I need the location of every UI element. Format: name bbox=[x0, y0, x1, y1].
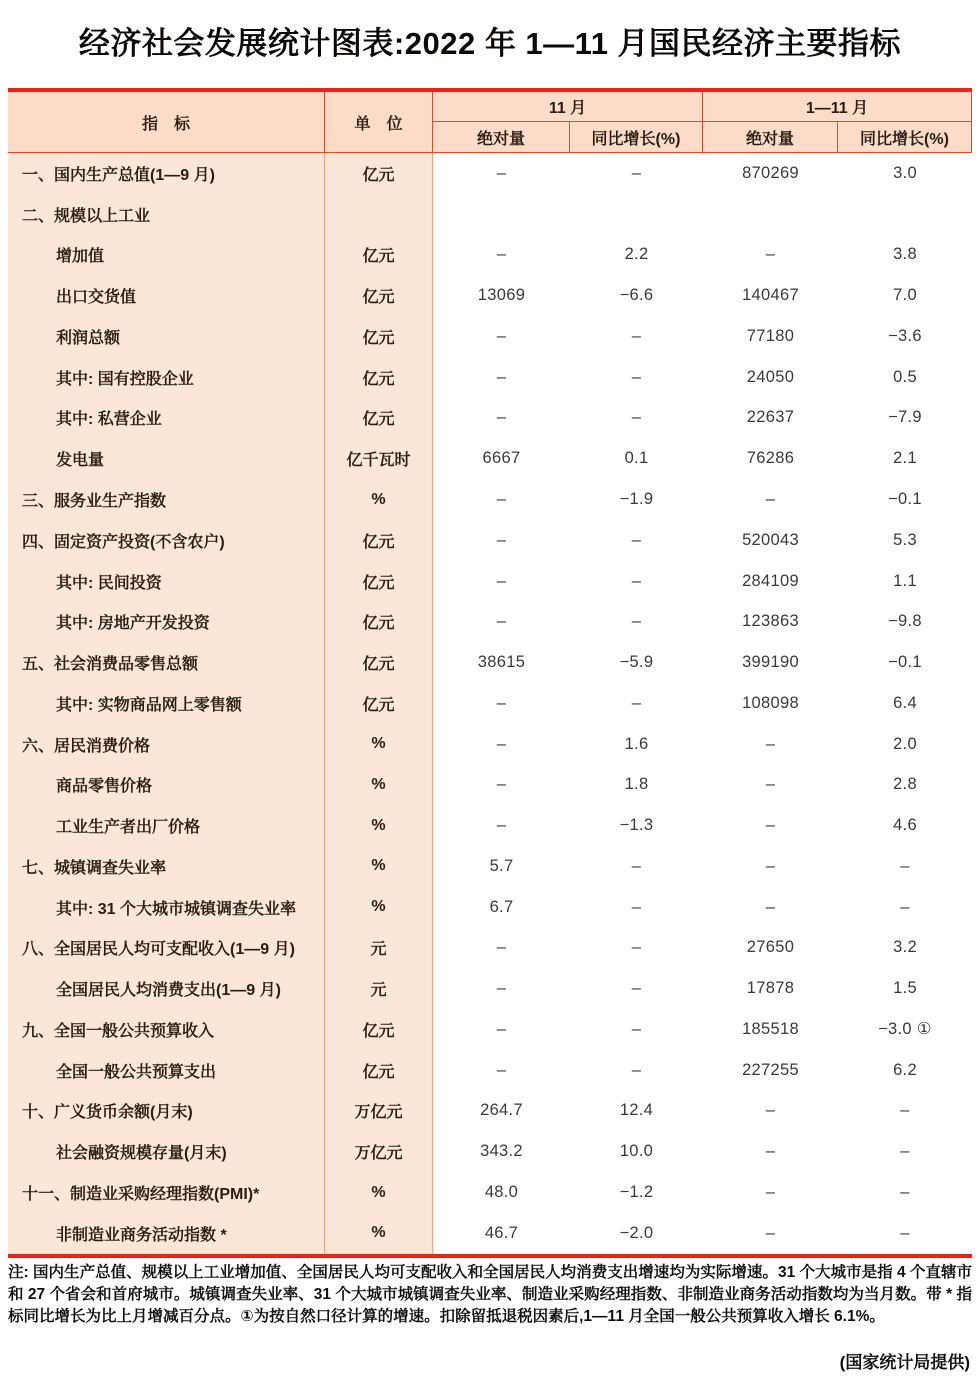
unit-cell: 元 bbox=[325, 928, 433, 969]
indicator-cell: 四、固定资产投资(不含农户) bbox=[8, 520, 325, 561]
table-header bbox=[8, 92, 972, 153]
header-november-yoy: 同比增长(%) bbox=[570, 122, 703, 152]
header-cumulative-group: 1—11 月 bbox=[703, 92, 972, 122]
indicator-cell: 发电量 bbox=[8, 438, 325, 479]
nov-yoy-cell: −5.9 bbox=[619, 653, 654, 672]
cum-abs-cell: 399190 bbox=[742, 653, 799, 672]
nov-abs-cell: – bbox=[496, 1060, 507, 1079]
indicator-cell: 五、社会消费品零售总额 bbox=[8, 642, 325, 683]
nov-yoy-cell: – bbox=[631, 979, 642, 998]
nov-abs-cell: – bbox=[496, 571, 507, 590]
cum-yoy-cell: 7.0 bbox=[893, 286, 917, 305]
unit-cell: 亿元 bbox=[325, 153, 433, 194]
indicator-cell: 其中: 国有控股企业 bbox=[8, 357, 325, 398]
cum-yoy-cell: 3.0 bbox=[893, 163, 917, 182]
nov-abs-cell: – bbox=[496, 530, 507, 549]
unit-cell: 万亿元 bbox=[325, 1091, 433, 1132]
cum-abs-cell: 520043 bbox=[742, 530, 799, 549]
nov-yoy-cell: – bbox=[631, 367, 642, 386]
cum-abs-cell: 123863 bbox=[742, 612, 799, 631]
cum-abs-cell: 870269 bbox=[742, 163, 799, 182]
nov-abs-cell: 343.2 bbox=[480, 1142, 523, 1161]
unit-cell: % bbox=[325, 1213, 433, 1254]
nov-abs-cell: – bbox=[496, 938, 507, 957]
unit-cell: % bbox=[325, 805, 433, 846]
unit-cell: 亿元 bbox=[325, 520, 433, 561]
header-cumulative-yoy: 同比增长(%) bbox=[838, 122, 972, 152]
cum-abs-cell bbox=[703, 194, 838, 235]
cum-abs-cell: 227255 bbox=[742, 1060, 799, 1079]
nov-abs-cell: – bbox=[496, 734, 507, 753]
indicators-table bbox=[8, 88, 972, 1258]
nov-yoy-cell: – bbox=[631, 1019, 642, 1038]
nov-yoy-cell: −1.9 bbox=[619, 490, 654, 508]
cum-yoy-cell: 6.4 bbox=[893, 693, 917, 712]
indicator-cell: 商品零售价格 bbox=[8, 764, 325, 805]
indicator-cell: 全国一般公共预算支出 bbox=[8, 1050, 325, 1091]
indicator-cell: 七、城镇调查失业率 bbox=[8, 846, 325, 887]
header-indicator: 指 标 bbox=[8, 92, 325, 152]
cum-abs-cell: – bbox=[765, 897, 776, 916]
cum-abs-cell: 22637 bbox=[746, 408, 795, 427]
nov-abs-cell: 48.0 bbox=[484, 1183, 519, 1202]
cum-abs-cell: – bbox=[765, 775, 776, 794]
header-unit: 单 位 bbox=[325, 92, 433, 152]
unit-cell: 亿元 bbox=[325, 561, 433, 602]
cum-yoy-cell: −7.9 bbox=[888, 408, 922, 427]
nov-yoy-cell: 1.6 bbox=[624, 734, 649, 753]
indicator-cell: 全国居民人均消费支出(1—9 月) bbox=[8, 968, 325, 1009]
unit-cell: 万亿元 bbox=[325, 1131, 433, 1172]
page-title: 经济社会发展统计图表:2022 年 1—11 月国民经济主要指标 bbox=[78, 26, 902, 61]
cum-abs-cell: 185518 bbox=[742, 1019, 799, 1038]
cum-yoy-cell: 1.1 bbox=[893, 571, 917, 590]
cum-yoy-cell: −9.8 bbox=[888, 612, 922, 631]
cum-yoy-cell bbox=[838, 194, 972, 235]
indicator-cell: 三、服务业生产指数 bbox=[8, 479, 325, 520]
cum-abs-cell: 76286 bbox=[746, 449, 795, 468]
cum-yoy-cell: 2.0 bbox=[893, 734, 917, 753]
cum-yoy-cell: – bbox=[900, 897, 910, 916]
cum-abs-cell: – bbox=[765, 490, 776, 508]
nov-abs-cell: – bbox=[496, 326, 507, 345]
cum-yoy-cell: 0.5 bbox=[893, 367, 917, 386]
cum-yoy-cell: 5.3 bbox=[893, 530, 917, 549]
unit-cell bbox=[325, 194, 433, 235]
nov-yoy-cell: 1.8 bbox=[624, 775, 649, 794]
unit-cell: % bbox=[325, 764, 433, 805]
unit-cell: 亿元 bbox=[325, 642, 433, 683]
cum-abs-cell: – bbox=[765, 245, 776, 264]
cum-yoy-cell: −3.0 ① bbox=[878, 1020, 932, 1039]
cum-yoy-cell: – bbox=[900, 1101, 910, 1120]
unit-cell: 亿元 bbox=[325, 1050, 433, 1091]
indicator-cell: 十、广义货币余额(月末) bbox=[8, 1091, 325, 1132]
unit-cell: 元 bbox=[325, 968, 433, 1009]
cum-abs-cell: 77180 bbox=[746, 326, 795, 345]
header-november-absolute: 绝对量 bbox=[433, 122, 570, 152]
nov-abs-cell: – bbox=[496, 693, 507, 712]
cum-abs-cell: – bbox=[765, 734, 776, 753]
cum-yoy-cell: −3.6 bbox=[888, 326, 922, 345]
nov-yoy-cell: – bbox=[631, 326, 642, 345]
cum-abs-cell: – bbox=[765, 1101, 776, 1120]
nov-yoy-cell: 2.2 bbox=[624, 245, 649, 264]
cum-abs-cell: 284109 bbox=[742, 571, 799, 590]
cum-abs-cell: 27650 bbox=[746, 938, 795, 957]
unit-cell: 亿千瓦时 bbox=[325, 438, 433, 479]
unit-cell: % bbox=[325, 887, 433, 928]
cum-abs-cell: – bbox=[765, 1223, 776, 1242]
unit-cell: 亿元 bbox=[325, 235, 433, 276]
nov-yoy-cell: −1.3 bbox=[619, 816, 654, 835]
nov-abs-cell: 264.7 bbox=[480, 1101, 523, 1120]
nov-abs-cell: – bbox=[496, 163, 507, 182]
indicator-cell: 工业生产者出厂价格 bbox=[8, 805, 325, 846]
indicator-cell: 其中: 实物商品网上零售额 bbox=[8, 683, 325, 724]
unit-cell: 亿元 bbox=[325, 357, 433, 398]
cum-yoy-cell: −0.1 bbox=[888, 653, 922, 672]
cum-yoy-cell: – bbox=[900, 856, 910, 875]
unit-cell: 亿元 bbox=[325, 275, 433, 316]
nov-yoy-cell: – bbox=[631, 1060, 642, 1079]
nov-abs-cell: – bbox=[496, 816, 507, 835]
cum-abs-cell: – bbox=[765, 1142, 776, 1161]
indicator-cell: 一、国内生产总值(1—9 月) bbox=[8, 153, 325, 194]
nov-yoy-cell: 12.4 bbox=[619, 1101, 654, 1120]
cum-abs-cell: 140467 bbox=[742, 286, 799, 305]
cum-yoy-cell: 2.8 bbox=[893, 775, 917, 794]
indicator-cell: 出口交货值 bbox=[8, 275, 325, 316]
nov-yoy-cell: −6.6 bbox=[619, 286, 654, 305]
nov-abs-cell: – bbox=[496, 1019, 507, 1038]
indicator-cell: 十一、制造业采购经理指数(PMI)* bbox=[8, 1172, 325, 1213]
nov-abs-cell: 46.7 bbox=[484, 1223, 519, 1242]
header-november-group: 11 月 bbox=[433, 92, 703, 122]
nov-yoy-cell: −2.0 bbox=[619, 1223, 654, 1242]
table-body bbox=[8, 153, 972, 1254]
cum-yoy-cell: 6.2 bbox=[893, 1060, 917, 1079]
nov-yoy-cell: – bbox=[631, 612, 642, 631]
cum-yoy-cell: 3.2 bbox=[893, 938, 917, 957]
nov-abs-cell: 6.7 bbox=[489, 897, 514, 916]
unit-cell: 亿元 bbox=[325, 316, 433, 357]
nov-yoy-cell: – bbox=[631, 163, 642, 182]
indicator-cell: 六、居民消费价格 bbox=[8, 724, 325, 765]
indicator-cell: 九、全国一般公共预算收入 bbox=[8, 1009, 325, 1050]
cum-abs-cell: 108098 bbox=[742, 693, 799, 712]
cum-yoy-cell: – bbox=[900, 1142, 910, 1161]
source-attribution: (国家统计局提供) bbox=[839, 1353, 970, 1372]
cum-yoy-cell: 3.8 bbox=[893, 245, 917, 264]
indicator-cell: 增加值 bbox=[8, 235, 325, 276]
nov-yoy-cell: – bbox=[631, 530, 642, 549]
nov-yoy-cell: 0.1 bbox=[624, 449, 649, 468]
nov-abs-cell: – bbox=[496, 775, 507, 794]
indicator-cell: 社会融资规模存量(月末) bbox=[8, 1131, 325, 1172]
nov-yoy-cell: – bbox=[631, 938, 642, 957]
nov-yoy-cell: – bbox=[631, 693, 642, 712]
nov-abs-cell: 13069 bbox=[477, 286, 526, 305]
cum-yoy-cell: – bbox=[900, 1223, 910, 1242]
nov-abs-cell: – bbox=[496, 367, 507, 386]
cum-abs-cell: – bbox=[765, 856, 776, 875]
footnote: 注: 国内生产总值、规模以上工业增加值、全国居民人均可支配收入和全国居民人均消费支出增速均为实际增速。31 个大城市是指 4 个直辖市和 27 个省会和首府城市。城镇调查失业率、31 个大城市城镇调查失业率、制造业采购经理指数、非制造业商务活动指数均为当月数。带 * 指标同比增长为比上月增减百分点。①为按自然口径计算的增速。扣除留抵退税因素后,1—11 月全国一般公共预算收入增长 6.1%。 bbox=[8, 1264, 972, 1325]
unit-cell: 亿元 bbox=[325, 683, 433, 724]
indicator-cell: 其中: 房地产开发投资 bbox=[8, 601, 325, 642]
cum-abs-cell: – bbox=[765, 816, 776, 835]
indicator-cell: 利润总额 bbox=[8, 316, 325, 357]
indicator-cell: 其中: 31 个大城市城镇调查失业率 bbox=[8, 887, 325, 928]
nov-yoy-cell bbox=[570, 194, 703, 235]
cum-yoy-cell: – bbox=[900, 1183, 910, 1202]
indicator-cell: 八、全国居民人均可支配收入(1—9 月) bbox=[8, 928, 325, 969]
cum-yoy-cell: −0.1 bbox=[888, 490, 922, 508]
nov-yoy-cell: – bbox=[631, 408, 642, 427]
nov-yoy-cell: – bbox=[631, 897, 642, 916]
indicator-cell: 非制造业商务活动指数 * bbox=[8, 1213, 325, 1254]
nov-abs-cell bbox=[433, 194, 570, 235]
unit-cell: % bbox=[325, 479, 433, 520]
header-cumulative-absolute: 绝对量 bbox=[703, 122, 838, 152]
cum-abs-cell: 17878 bbox=[746, 979, 795, 998]
unit-cell: % bbox=[325, 1172, 433, 1213]
cum-yoy-cell: 1.5 bbox=[893, 979, 917, 998]
unit-cell: 亿元 bbox=[325, 398, 433, 439]
unit-cell: % bbox=[325, 724, 433, 765]
nov-yoy-cell: – bbox=[631, 856, 642, 875]
nov-abs-cell: 38615 bbox=[477, 653, 526, 672]
nov-yoy-cell: – bbox=[631, 571, 642, 590]
nov-yoy-cell: −1.2 bbox=[619, 1183, 654, 1202]
nov-abs-cell: – bbox=[496, 408, 507, 427]
nov-yoy-cell: 10.0 bbox=[619, 1142, 654, 1161]
cum-abs-cell: 24050 bbox=[746, 367, 795, 386]
nov-abs-cell: – bbox=[496, 979, 507, 998]
unit-cell: % bbox=[325, 846, 433, 887]
cum-yoy-cell: 4.6 bbox=[893, 816, 917, 835]
indicator-cell: 其中: 民间投资 bbox=[8, 561, 325, 602]
nov-abs-cell: – bbox=[496, 490, 507, 508]
indicator-cell: 二、规模以上工业 bbox=[8, 194, 325, 235]
nov-abs-cell: 5.7 bbox=[489, 856, 514, 875]
unit-cell: 亿元 bbox=[325, 1009, 433, 1050]
nov-abs-cell: – bbox=[496, 245, 507, 264]
cum-abs-cell: – bbox=[765, 1183, 776, 1202]
nov-abs-cell: – bbox=[496, 612, 507, 631]
unit-cell: 亿元 bbox=[325, 601, 433, 642]
nov-abs-cell: 6667 bbox=[482, 449, 521, 468]
indicator-cell: 其中: 私营企业 bbox=[8, 398, 325, 439]
cum-yoy-cell: 2.1 bbox=[893, 449, 917, 468]
